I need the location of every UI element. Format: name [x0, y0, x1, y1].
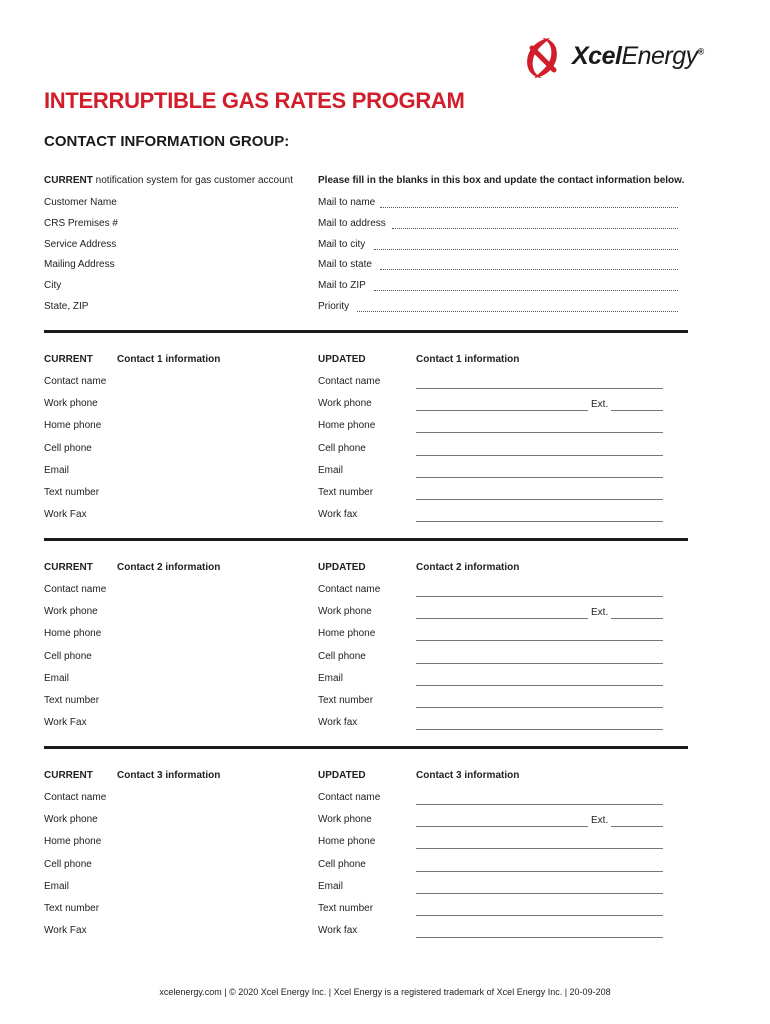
current-contact-title: Contact 3 information [117, 770, 221, 781]
mail-field-label: Priority [318, 301, 350, 312]
current-field-label: Email [44, 880, 70, 892]
ext-blank[interactable] [611, 609, 663, 619]
account-field-label: Mailing Address [44, 259, 115, 271]
updated-field-blank[interactable] [416, 698, 663, 708]
updated-field-label: Work fax [318, 925, 358, 937]
updated-field-label: Email [318, 464, 344, 476]
account-field-label: City [44, 280, 62, 292]
work-phone-blank[interactable] [416, 817, 588, 827]
ext-label: Ext. [591, 815, 609, 827]
current-field-label: Email [44, 464, 70, 476]
mail-field-blank[interactable] [380, 198, 678, 208]
current-label: CURRENT [44, 354, 93, 365]
current-field-label: Text number [44, 903, 100, 914]
work-phone-blank[interactable] [416, 609, 588, 619]
updated-field-label: Text number [318, 487, 374, 498]
updated-label: UPDATED [318, 354, 366, 365]
section-divider [44, 538, 688, 541]
updated-field-label: Work phone [318, 398, 372, 410]
updated-field-label: Cell phone [318, 858, 366, 870]
current-field-label: Home phone [44, 420, 102, 432]
section-divider [44, 746, 688, 749]
page-footer: xcelenergy.com | © 2020 Xcel Energy Inc. | Xcel Energy is a registered trademark of Xcel Energy Inc. | 20-09-208 [159, 987, 611, 997]
logo-wordmark: XcelEnergy® [572, 42, 704, 70]
current-contact-title: Contact 2 information [117, 562, 221, 573]
current-field-label: Email [44, 672, 70, 684]
current-field-label: Cell phone [44, 858, 92, 870]
current-field-label: Home phone [44, 836, 102, 848]
updated-field-label: Work phone [318, 606, 372, 618]
updated-field-label: Email [318, 880, 344, 892]
updated-contact-title: Contact 3 information [416, 770, 520, 781]
current-field-label: Home phone [44, 628, 102, 640]
updated-field-label: Contact name [318, 584, 381, 595]
account-field-label: Service Address [44, 238, 117, 250]
page-subtitle: CONTACT INFORMATION GROUP: [44, 133, 290, 150]
account-field-label: State, ZIP [44, 301, 89, 312]
updated-field-label: Home phone [318, 420, 376, 432]
updated-field-label: Email [318, 672, 344, 684]
updated-field-blank[interactable] [416, 512, 663, 522]
mail-field-blank[interactable] [380, 260, 678, 270]
section-divider [44, 330, 688, 333]
current-field-label: Cell phone [44, 650, 92, 662]
current-field-label: Text number [44, 487, 100, 498]
mail-field-label: Mail to ZIP [318, 280, 366, 292]
account-field-label: Customer Name [44, 197, 117, 208]
updated-field-blank[interactable] [416, 720, 663, 730]
page-title: INTERRUPTIBLE GAS RATES PROGRAM [44, 88, 465, 113]
mail-field-blank[interactable] [374, 240, 678, 250]
updated-field-blank[interactable] [416, 587, 663, 597]
mail-field-label: Mail to city [318, 238, 366, 250]
updated-field-label: Cell phone [318, 442, 366, 454]
updated-contact-title: Contact 1 information [416, 354, 520, 365]
current-field-label: Cell phone [44, 442, 92, 454]
update-instructions: Please fill in the blanks in this box and update the contact information below. [318, 175, 685, 186]
updated-field-blank[interactable] [416, 862, 663, 872]
updated-field-blank[interactable] [416, 423, 663, 433]
updated-field-blank[interactable] [416, 379, 663, 389]
updated-label: UPDATED [318, 770, 366, 781]
updated-field-blank[interactable] [416, 906, 663, 916]
updated-field-blank[interactable] [416, 631, 663, 641]
mail-field-label: Mail to state [318, 259, 372, 271]
current-field-label: Text number [44, 695, 100, 706]
current-account-header: CURRENT notification system for gas customer account [44, 175, 293, 186]
updated-field-blank[interactable] [416, 795, 663, 805]
updated-label: UPDATED [318, 562, 366, 573]
updated-field-label: Work phone [318, 814, 372, 826]
updated-field-blank[interactable] [416, 468, 663, 478]
updated-field-label: Contact name [318, 376, 381, 387]
xcel-swoosh-icon [520, 34, 564, 82]
current-contact-title: Contact 1 information [117, 354, 221, 365]
current-label: CURRENT [44, 562, 93, 573]
updated-field-label: Home phone [318, 628, 376, 640]
current-field-label: Contact name [44, 376, 107, 387]
ext-label: Ext. [591, 399, 609, 411]
updated-field-label: Text number [318, 695, 374, 706]
xcel-energy-logo [520, 34, 730, 82]
current-field-label: Contact name [44, 584, 107, 595]
updated-contact-title: Contact 2 information [416, 562, 520, 573]
current-field-label: Contact name [44, 792, 107, 803]
updated-field-blank[interactable] [416, 839, 663, 849]
ext-blank[interactable] [611, 401, 663, 411]
current-field-label: Work Fax [44, 925, 87, 937]
updated-field-blank[interactable] [416, 928, 663, 938]
work-phone-blank[interactable] [416, 401, 588, 411]
updated-field-blank[interactable] [416, 676, 663, 686]
current-label: CURRENT [44, 770, 93, 781]
current-field-label: Work Fax [44, 509, 87, 521]
current-field-label: Work Fax [44, 717, 87, 729]
ext-label: Ext. [591, 607, 609, 619]
current-field-label: Work phone [44, 398, 98, 410]
account-field-label: CRS Premises # [44, 217, 118, 229]
updated-field-blank[interactable] [416, 446, 663, 456]
ext-blank[interactable] [611, 817, 663, 827]
mail-field-blank[interactable] [392, 219, 678, 229]
current-field-label: Work phone [44, 814, 98, 826]
mail-field-label: Mail to address [318, 217, 386, 229]
updated-field-blank[interactable] [416, 884, 663, 894]
updated-field-label: Work fax [318, 509, 358, 521]
mail-field-blank[interactable] [374, 281, 678, 291]
mail-field-label: Mail to name [318, 197, 376, 208]
updated-field-blank[interactable] [416, 490, 663, 500]
updated-field-label: Text number [318, 903, 374, 914]
updated-field-label: Cell phone [318, 650, 366, 662]
updated-field-label: Contact name [318, 792, 381, 803]
current-field-label: Work phone [44, 606, 98, 618]
mail-field-blank[interactable] [357, 302, 678, 312]
updated-field-label: Work fax [318, 717, 358, 729]
updated-field-label: Home phone [318, 836, 376, 848]
updated-field-blank[interactable] [416, 654, 663, 664]
